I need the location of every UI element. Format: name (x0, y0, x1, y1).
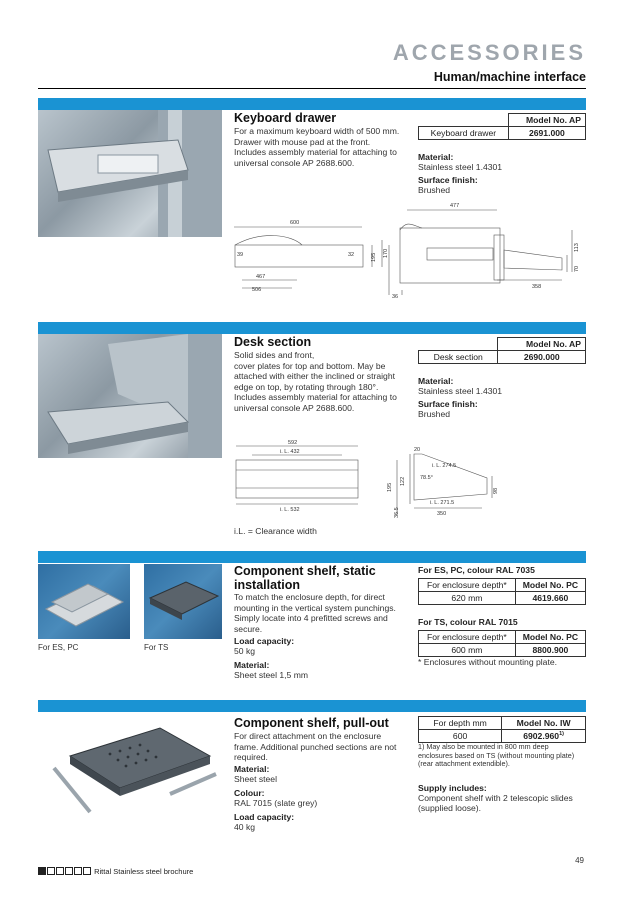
dim-label: 70 (574, 265, 580, 272)
dim-label: i. L. 532 (280, 507, 300, 513)
material-value: Sheet steel 1,5 mm (234, 670, 309, 680)
table-corner (419, 114, 509, 127)
keyboard-title: Keyboard drawer (234, 111, 337, 125)
table-cell: Keyboard drawer (419, 127, 509, 140)
desk-desc-line: cover plates for top and bottom. May be (234, 360, 386, 371)
pullout-specs (234, 764, 317, 832)
table-header: Model No. IW (502, 717, 586, 730)
keyboard-drawer-drawing (232, 200, 588, 300)
dim-label: 78.5° (420, 475, 433, 481)
material-value: Sheet steel (234, 774, 277, 784)
dim-label: 195 (387, 482, 393, 492)
desk-description (234, 350, 416, 413)
static-title-line: Component shelf, static (234, 564, 376, 578)
static-description (234, 592, 416, 634)
table-header: For enclosure depth* (419, 631, 516, 644)
enclosure-footnote: * Enclosures without mounting plate. (418, 657, 558, 667)
dim-label: 170 (383, 248, 389, 258)
dim-label: i. L. 274.5 (432, 463, 457, 469)
dim-label: 98 (493, 487, 499, 494)
dim-label: 600 (290, 220, 300, 226)
dim-label: 32 (348, 252, 355, 258)
desk-desc-line: Solid sides and front, (234, 350, 315, 360)
desk-spec-table (418, 337, 586, 364)
page-subtitle: Human/machine interface (433, 70, 586, 84)
finish-label: Surface finish: (418, 399, 478, 409)
es-heading: For ES, PC, colour RAL 7035 (418, 565, 535, 575)
keyboard-description (234, 126, 414, 168)
supply-label: Supply includes: (418, 783, 487, 793)
square-icon (47, 867, 55, 875)
load-value: 40 kg (234, 822, 256, 832)
supply-line: (supplied loose). (418, 803, 482, 813)
desk-desc-line: universal console AP 2688.600. (234, 402, 355, 413)
shelf-ts-photo (144, 564, 222, 639)
pullout-spec-table (418, 716, 586, 743)
square-icon (38, 867, 46, 875)
static-desc-line: Simply locate into 4 prefitted screws and (234, 613, 388, 623)
dim-label: i. L. 271.5 (430, 500, 455, 506)
dim-label: 358 (532, 284, 542, 290)
static-desc-line: secure. (234, 623, 263, 634)
table-header: For depth mm (419, 717, 502, 730)
pullout-shelf-photo (50, 716, 220, 834)
static-desc-line: To match the enclosure depth, for direct (234, 592, 385, 602)
dim-label: 477 (450, 203, 460, 209)
keyboard-desc-line: Drawer with mouse pad at the front. (234, 136, 371, 147)
material-label: Material: (418, 152, 454, 162)
load-value: 50 kg (234, 646, 256, 656)
material-value: Stainless steel 1.4301 (418, 162, 503, 172)
desk-section-photo (38, 334, 222, 458)
colour-label: Colour: (234, 788, 265, 798)
section-bar-pullout (38, 700, 586, 712)
table-cell: 600 mm (419, 644, 516, 657)
material-label: Material: (418, 376, 454, 386)
dim-label: i. L. 432 (280, 449, 300, 455)
colour-value: RAL 7015 (slate grey) (234, 798, 318, 808)
pullout-desc-line: required. (234, 752, 268, 762)
square-icon (83, 867, 91, 875)
footer (38, 867, 193, 876)
table-header: Model No. PC (515, 631, 585, 644)
pullout-description (234, 731, 416, 763)
es-spec-table (418, 578, 586, 605)
pullout-title: Component shelf, pull-out (234, 716, 389, 730)
ts-spec-table (418, 630, 586, 657)
keyboard-material-block (418, 152, 502, 195)
supply-block (418, 783, 573, 813)
footnote-line: enclosures based on TS (without mounting plate) (418, 750, 575, 760)
static-title-line: installation (234, 578, 300, 592)
keyboard-desc-line: universal console AP 2688.600. (234, 157, 355, 168)
dim-label: 506 (252, 287, 262, 293)
table-cell: 600 (419, 730, 502, 743)
square-icon (56, 867, 64, 875)
footnote-line: (rear attachment extendible). (418, 759, 510, 769)
pullout-desc-line: For direct attachment on the enclosure (234, 731, 382, 741)
model-number (502, 730, 586, 743)
finish-label: Surface finish: (418, 175, 478, 185)
clearance-note: i.L. = Clearance width (234, 526, 317, 536)
section-bar-keyboard (38, 98, 586, 110)
supply-line: Component shelf with 2 telescopic slides (418, 793, 573, 803)
load-label: Load capacity: (234, 636, 295, 646)
model-number: 2691.000 (508, 127, 585, 140)
footnote-line: 1) May also be mounted in 800 mm deep (418, 742, 549, 751)
model-number: 8800.900 (515, 644, 585, 657)
static-desc-line: mounting in the vertical system punchings. (234, 602, 396, 613)
page-number: 49 (575, 856, 584, 865)
static-title (234, 564, 376, 592)
dim-label: 20 (414, 447, 421, 453)
desk-desc-line: attached with either the inclined or straight (234, 371, 395, 381)
material-label: Material: (234, 660, 270, 670)
shelf-es-pc-photo (38, 564, 130, 639)
model-number: 2690.000 (498, 351, 586, 364)
desk-title: Desk section (234, 335, 312, 349)
header-rule (38, 88, 586, 89)
dim-label: 36 (392, 294, 399, 300)
caption-ts: For TS (144, 643, 169, 652)
desk-desc-line: edge on top, by rotating through 180°. (234, 381, 379, 392)
dim-label: 467 (256, 274, 266, 280)
footnote-marker: 1) (559, 731, 564, 738)
finish-value: Brushed (418, 409, 451, 419)
static-specs (234, 636, 308, 680)
desk-desc-line: Includes assembly material for attaching to (234, 392, 397, 402)
table-cell: Desk section (419, 351, 498, 364)
dim-label: 39 (237, 252, 244, 258)
keyboard-desc-line: For a maximum keyboard width of 500 mm. (234, 126, 400, 136)
table-header: For enclosure depth* (419, 579, 516, 592)
finish-value: Brushed (418, 185, 451, 195)
desk-material-block (418, 376, 502, 419)
section-bar-static (38, 551, 586, 563)
material-label: Material: (234, 764, 270, 774)
keyboard-drawer-photo (38, 110, 222, 237)
table-corner (419, 338, 498, 351)
keyboard-desc-line: Includes assembly material for attaching to (234, 147, 397, 157)
pullout-desc-line: frame. Additional punched sections are not (234, 741, 397, 752)
model-number: 4619.660 (515, 592, 585, 605)
footer-text: Rittal Stainless steel brochure (94, 867, 194, 876)
dim-label: 195 (371, 252, 377, 262)
section-bar-desk (38, 322, 586, 334)
square-icon (74, 867, 82, 875)
material-value: Stainless steel 1.4301 (418, 386, 503, 396)
square-icon (65, 867, 73, 875)
pullout-footnote (418, 743, 593, 769)
table-cell: 620 mm (419, 592, 516, 605)
dim-label: 122 (400, 476, 406, 486)
model-number-value: 6902.960 (523, 731, 560, 741)
desk-section-drawing (232, 436, 502, 520)
table-header: Model No. AP (498, 338, 586, 351)
table-header: Model No. AP (508, 114, 585, 127)
table-header: Model No. PC (515, 579, 585, 592)
dim-label: 36.5 (394, 507, 400, 518)
dim-label: 113 (574, 243, 580, 252)
ts-heading: For TS, colour RAL 7015 (418, 617, 518, 627)
load-label: Load capacity: (234, 812, 295, 822)
keyboard-spec-table (418, 113, 586, 140)
caption-es-pc: For ES, PC (38, 643, 79, 652)
page-title: ACCESSORIES (392, 40, 586, 65)
dim-label: 592 (288, 440, 298, 446)
dim-label: 350 (437, 511, 447, 517)
